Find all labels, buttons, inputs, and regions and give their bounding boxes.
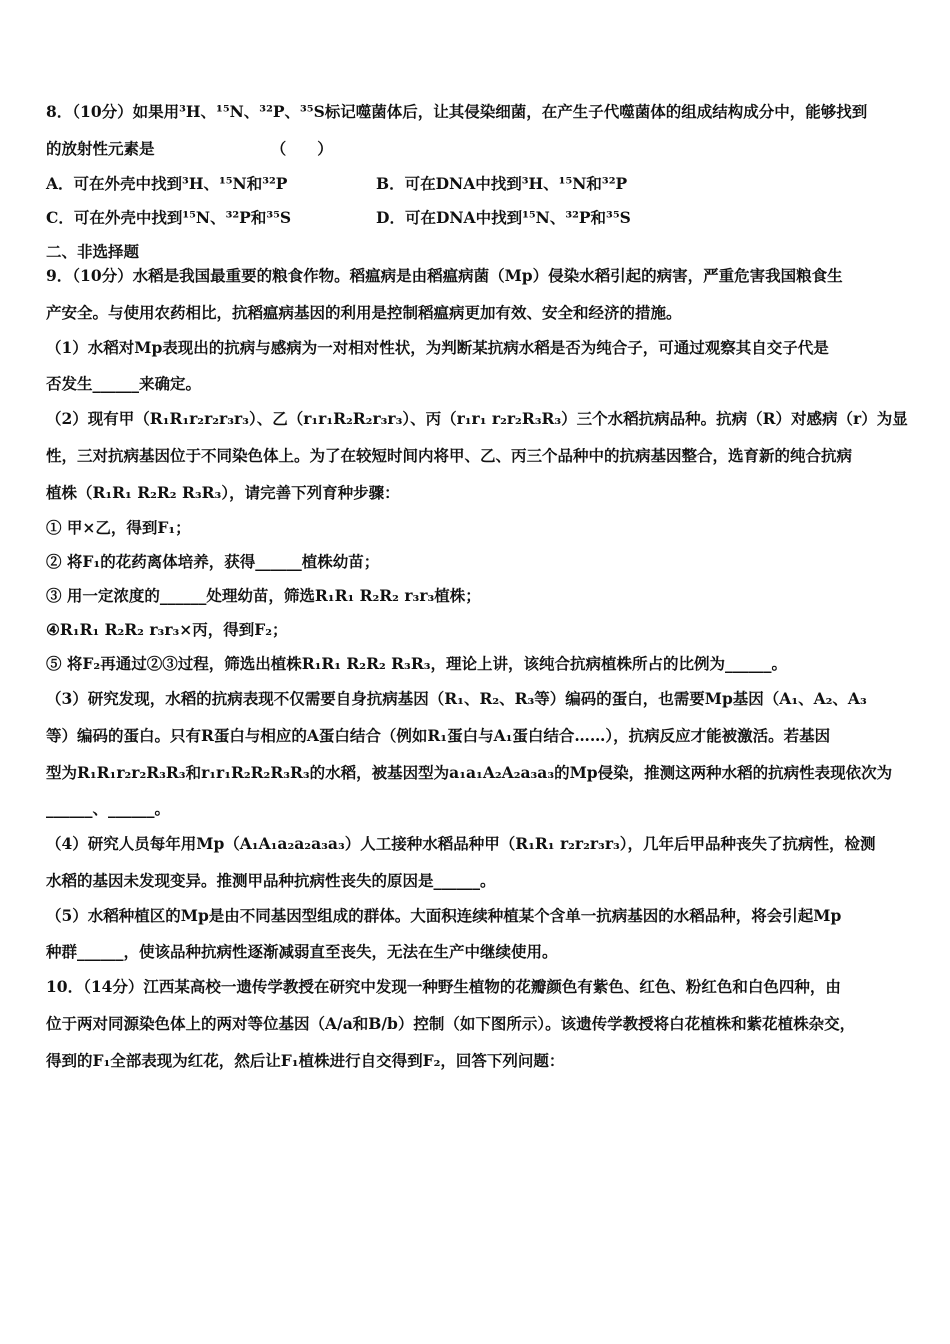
q8-option-b: B．可在DNA中找到³H、¹⁵N和³²P [376,174,628,193]
q9-line1: 9．（10分）水稻是我国最重要的粮食作物。稻瘟病是由稻瘟病菌（Mp）侵染水稻引起的病害，严重危害我国粮食生 [46,266,843,285]
q10-line2: 位于两对同源染色体上的两对等位基因（A/a和B/b）控制（如下图所示）。该遗传学教授将白花植株和紫花植株杂交， [46,1014,856,1033]
q9-part4-line2: 水稻的基因未发现变异。推测甲品种抗病性丧失的原因是______。 [46,871,496,890]
q9-part2-line1: （2）现有甲（R₁R₁r₂r₂r₃r₃）、乙（r₁r₁R₂R₂r₃r₃）、丙（r₁r₁ r₂r₂R₃R₃）三个水稻抗病品种。抗病（R）对感病（r）为显 [46,409,908,428]
q9-part3-line2: 等）编码的蛋白。只有R蛋白与相应的A蛋白结合（例如R₁蛋白与A₁蛋白结合……），抗病反应才能被激活。若基因 [46,726,831,745]
q8-option-d: D．可在DNA中找到¹⁵N、³²P和³⁵S [376,208,631,227]
q9-line2: 产安全。与使用农药相比，抗稻瘟病基因的利用是控制稻瘟病更加有效、安全和经济的措施。 [46,303,682,322]
q10-line3: 得到的F₁全部表现为红花，然后让F₁植株进行自交得到F₂，回答下列问题： [46,1051,565,1070]
q9-part3-line4: ______、______。 [46,799,171,818]
q9-step4: ④R₁R₁ R₂R₂ r₃r₃×丙，得到F₂； [46,620,288,639]
q9-part2-line2: 性，三对抗病基因位于不同染色体上。为了在较短时间内将甲、乙、丙三个品种中的抗病基因整合，选育新的纯合抗病 [46,446,853,465]
q8-stem-line2: 的放射性元素是 （ ） [46,139,333,158]
q8-stem-line1: 8．（10分）如果用³H、¹⁵N、³²P、³⁵S标记噬菌体后，让其侵染细菌，在产生子代噬菌体的组成结构成分中，能够找到 [46,102,868,121]
q9-part5-line1: （5）水稻种植区的Mp是由不同基因型组成的群体。大面积连续种植某个含单一抗病基因的水稻品种，将会引起Mp [46,906,842,925]
q9-part5-line2: 种群______，使该品种抗病性逐渐减弱直至丧失，无法在生产中继续使用。 [46,942,558,961]
q9-part3-line3: 型为R₁R₁r₂r₂R₃R₃和r₁r₁R₂R₂R₃R₃的水稻，被基因型为a₁a₁A₂A₂a₃a₃的Mp侵染，推测这两种水稻的抗病性表现依次为 [46,763,893,782]
q9-step3: ③ 用一定浓度的______处理幼苗，筛选R₁R₁ R₂R₂ r₃r₃植株； [46,586,481,605]
q9-part1-line1: （1）水稻对Mp表现出的抗病与感病为一对相对性状，为判断某抗病水稻是否为纯合子，可通过观察其自交子代是 [46,338,829,357]
q10-line1: 10．（14分）江西某高校一遗传学教授在研究中发现一种野生植物的花瓣颜色有紫色、红色、粉红色和白色四种，由 [46,977,841,996]
q9-part4-line1: （4）研究人员每年用Mp（A₁A₁a₂a₂a₃a₃）人工接种水稻品种甲（R₁R₁ r₂r₂r₃r₃），几年后甲品种丧失了抗病性，检测 [46,834,876,853]
q8-option-c: C．可在外壳中找到¹⁵N、³²P和³⁵S [46,208,292,227]
q9-part1-line2: 否发生______来确定。 [46,374,202,393]
section-heading: 二、非选择题 [46,242,140,261]
q9-part2-line3: 植株（R₁R₁ R₂R₂ R₃R₃），请完善下列育种步骤： [46,483,400,502]
q8-option-a: A．可在外壳中找到³H、¹⁵N和³²P [46,174,288,193]
q9-step1: ① 甲×乙，得到F₁； [46,518,191,537]
q9-step2: ② 将F₁的花药离体培养，获得______植株幼苗； [46,552,380,571]
q9-step5: ⑤ 将F₂再通过②③过程，筛选出植株R₁R₁ R₂R₂ R₃R₃，理论上讲，该纯合抗病植株所占的比例为______。 [46,654,788,673]
q9-part3-line1: （3）研究发现，水稻的抗病表现不仅需要自身抗病基因（R₁、R₂、R₃等）编码的蛋白，也需要Mp基因（A₁、A₂、A₃ [46,689,867,708]
